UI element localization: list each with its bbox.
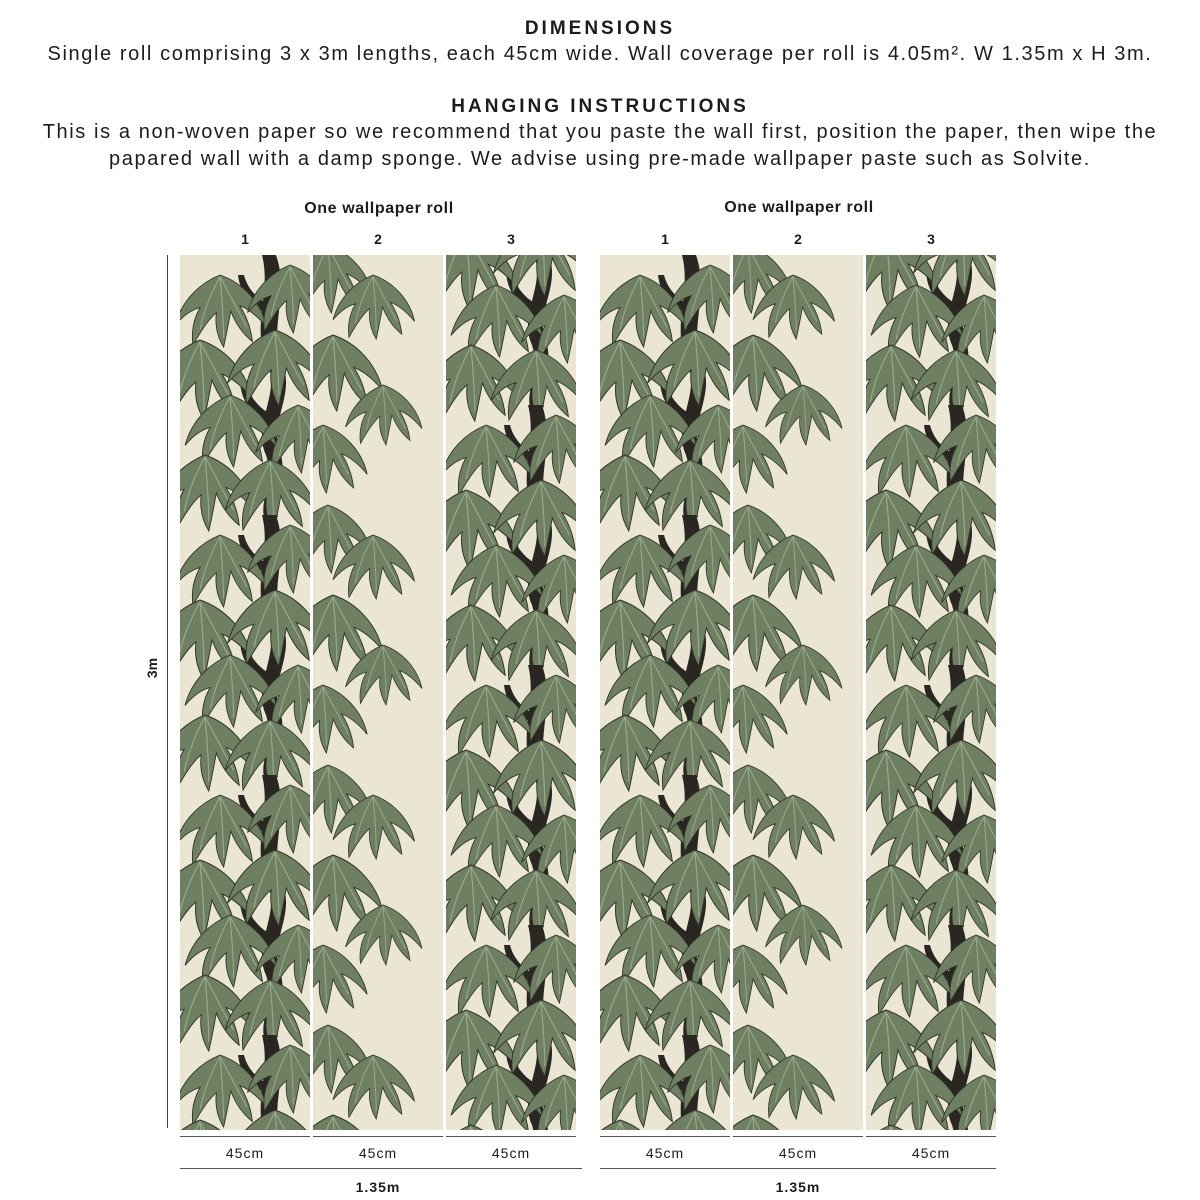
- roll-1-strip-1-width-line: [180, 1136, 310, 1137]
- height-label: 3m: [144, 657, 160, 679]
- roll-2-strip-1-width: 45cm: [645, 1145, 685, 1161]
- roll-2-strip-3: [866, 255, 996, 1130]
- roll-1-strip-1-number: 1: [241, 231, 249, 247]
- roll-2-title: One wallpaper roll: [724, 199, 874, 216]
- roll-1-total-width: 1.35m: [355, 1179, 401, 1195]
- roll-2-strip-2-width: 45cm: [778, 1145, 818, 1161]
- palm-pattern-image: [446, 255, 576, 1130]
- hanging-text-line-2: papared wall with a damp sponge. We advise using pre-made wallpaper paste such as Solvite.: [109, 148, 1091, 170]
- roll-2-strip-1-number: 1: [661, 231, 669, 247]
- roll-1-strip-1-width: 45cm: [225, 1145, 265, 1161]
- height-dimension-line: [167, 255, 168, 1128]
- roll-1-strip-3: [446, 255, 576, 1130]
- dimensions-heading: DIMENSIONS: [524, 18, 676, 39]
- palm-pattern-image: [733, 255, 863, 1130]
- roll-2-strip-1: [600, 255, 730, 1130]
- roll-2-strip-1-width-line: [600, 1136, 730, 1137]
- hanging-text-line-1: This is a non-woven paper so we recommend that you paste the wall first, position the paper, then wipe the: [42, 121, 1158, 143]
- roll-1-strip-3-width: 45cm: [491, 1145, 531, 1161]
- hanging-heading: HANGING INSTRUCTIONS: [451, 96, 749, 117]
- roll-1-strip-2-width-line: [313, 1136, 443, 1137]
- roll-1-total-width-line: [180, 1168, 582, 1169]
- roll-1-strip-2: [313, 255, 443, 1130]
- roll-1-strip-2-number: 2: [374, 231, 382, 247]
- roll-2-strip-3-width-line: [866, 1136, 996, 1137]
- roll-2-total-width-line: [600, 1168, 996, 1169]
- dimensions-text: Single roll comprising 3 x 3m lengths, each 45cm wide. Wall coverage per roll is 4.05m². W 1.35m x H 3m.: [47, 43, 1153, 65]
- roll-1-strip-1: [180, 255, 310, 1130]
- roll-2-strip-2-number: 2: [794, 231, 802, 247]
- roll-2-total-width: 1.35m: [775, 1179, 821, 1195]
- roll-1-strip-3-width-line: [446, 1136, 576, 1137]
- roll-1-title: One wallpaper roll: [304, 200, 454, 217]
- roll-1-strip-2-width: 45cm: [358, 1145, 398, 1161]
- palm-pattern-image: [313, 255, 443, 1130]
- roll-1-strip-3-number: 3: [507, 231, 515, 247]
- palm-pattern-image: [180, 255, 310, 1130]
- roll-2-strip-3-width: 45cm: [911, 1145, 951, 1161]
- palm-pattern-image: [866, 255, 996, 1130]
- roll-2-strip-3-number: 3: [927, 231, 935, 247]
- roll-2-strip-2: [733, 255, 863, 1130]
- palm-pattern-image: [600, 255, 730, 1130]
- roll-2-strip-2-width-line: [733, 1136, 863, 1137]
